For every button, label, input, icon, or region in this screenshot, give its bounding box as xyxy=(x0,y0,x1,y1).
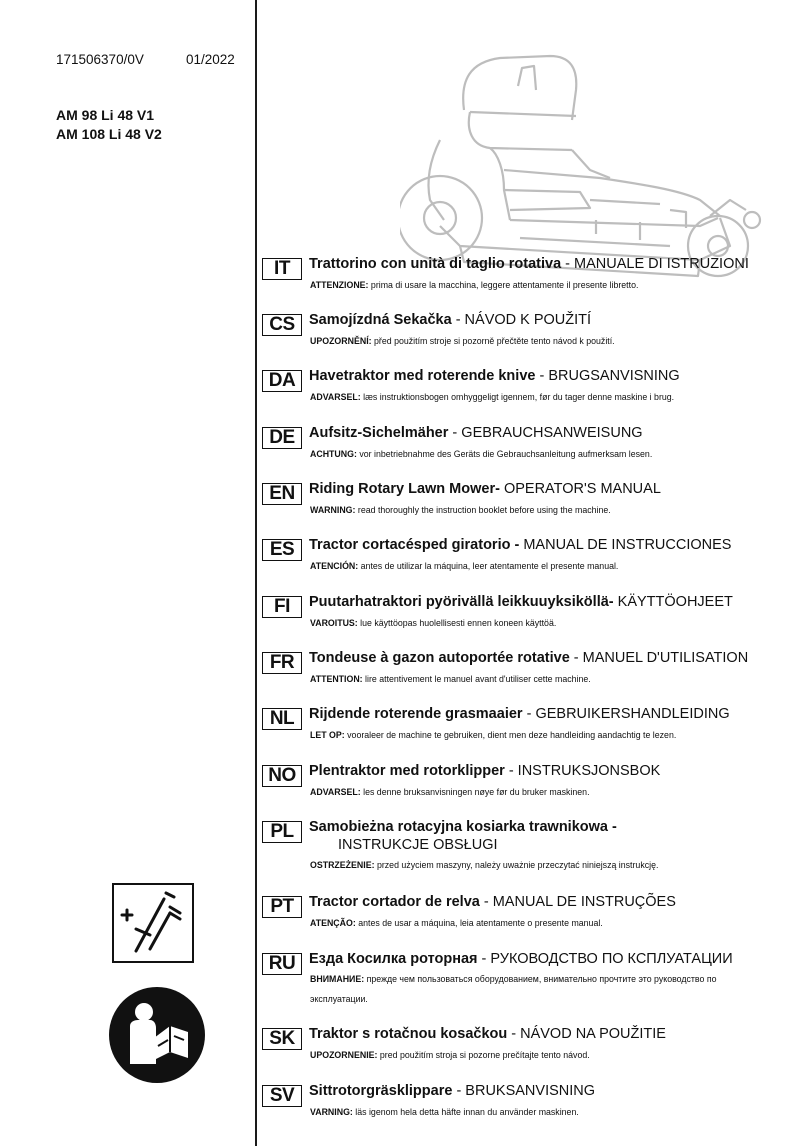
language-title xyxy=(309,594,733,610)
warning-body: przed użyciem maszyny, należy uważnie przeczytać niniejszą instrukcję. xyxy=(374,860,659,870)
title-bold: Tractor cortador de relva xyxy=(309,894,480,910)
language-code: NO xyxy=(262,765,302,787)
title-rest: - MANUEL D'UTILISATION xyxy=(569,650,749,666)
warning-body: vor inbetriebnahme des Geräts die Gebrauchsanleitung aufmerksam lesen. xyxy=(356,449,653,459)
model-name: AM 98 Li 48 V1 xyxy=(56,107,155,123)
title-bold: Samojízdná Sekačka xyxy=(309,312,452,328)
title-rest: - BRUGSANVISNING xyxy=(535,368,680,384)
warning-text xyxy=(310,969,730,1009)
warning-label: ATENCIÓN: xyxy=(310,561,359,571)
title-bold: Riding Rotary Lawn Mower- xyxy=(309,481,500,497)
battery-polarity-icon xyxy=(112,883,194,963)
warning-text xyxy=(310,336,615,346)
language-title xyxy=(309,650,748,666)
warning-label: LET OP: xyxy=(310,730,345,740)
warning-text xyxy=(310,1050,590,1060)
read-manual-icon xyxy=(108,986,206,1084)
title-rest: - BRUKSANVISNING xyxy=(452,1083,596,1099)
warning-body: läs igenom hela detta häfte innan du använder maskinen. xyxy=(352,1107,579,1117)
title-bold: Езда Косилка роторная xyxy=(309,951,478,967)
language-title xyxy=(309,706,730,722)
language-code: FI xyxy=(262,596,302,618)
language-title xyxy=(309,537,731,553)
language-code: SK xyxy=(262,1028,302,1050)
language-title xyxy=(309,425,643,441)
warning-text xyxy=(310,787,590,797)
language-title xyxy=(309,312,591,328)
warning-text xyxy=(310,505,611,515)
language-title xyxy=(309,256,749,272)
title-rest: - РУКОВОДСТВО ПО КСПЛУАТАЦИИ xyxy=(477,951,733,967)
language-title xyxy=(309,819,617,835)
language-title xyxy=(309,763,660,779)
warning-body: les denne bruksanvisningen nøye før du bruker maskinen. xyxy=(360,787,590,797)
warning-text xyxy=(310,918,603,928)
title-bold: Plentraktor med rotorklipper xyxy=(309,763,505,779)
warning-body: antes de utilizar la máquina, leer atentamente el presente manual. xyxy=(358,561,619,571)
language-code: SV xyxy=(262,1085,302,1107)
warning-body: antes de usar a máquina, leia atentamente o presente manual. xyxy=(355,918,603,928)
warning-text xyxy=(310,618,556,628)
language-title xyxy=(309,951,733,967)
language-title xyxy=(309,894,676,910)
vertical-divider xyxy=(255,0,257,1146)
title-bold: Tractor cortacésped giratorio - xyxy=(309,537,520,553)
warning-body: prima di usare la macchina, leggere attentamente il presente libretto. xyxy=(368,280,639,290)
title-rest: - GEBRUIKERSHANDLEIDING xyxy=(522,706,730,722)
language-code: PL xyxy=(262,821,302,843)
warning-label: VARNING: xyxy=(310,1107,353,1117)
language-code: DE xyxy=(262,427,302,449)
title-rest: - GEBRAUCHSANWEISUNG xyxy=(448,425,643,441)
warning-text xyxy=(310,730,676,740)
warning-body: pred použitím stroja si pozorne prečítajte tento návod. xyxy=(377,1050,590,1060)
title-rest: - MANUALE DI ISTRUZIONI xyxy=(561,256,749,272)
language-code: IT xyxy=(262,258,302,280)
warning-label: UPOZORNĚNÍ: xyxy=(310,336,372,346)
warning-label: UPOZORNENIE: xyxy=(310,1050,378,1060)
warning-label: ATTENTION: xyxy=(310,674,363,684)
document-date: 01/2022 xyxy=(186,52,235,67)
language-title xyxy=(309,481,661,497)
warning-label: ВНИМАНИЕ: xyxy=(310,974,365,984)
language-code: EN xyxy=(262,483,302,505)
language-code: CS xyxy=(262,314,302,336)
warning-body: vooraleer de machine te gebruiken, dient men deze handleiding aandachtig te lezen. xyxy=(344,730,677,740)
warning-label: WARNING: xyxy=(310,505,356,515)
warning-text xyxy=(310,449,652,459)
title-bold: Puutarhatraktori pyörivällä leikkuuyksiköllä- xyxy=(309,594,614,610)
title-rest: - MANUAL DE INSTRUÇÕES xyxy=(479,894,676,910)
model-name: AM 108 Li 48 V2 xyxy=(56,126,162,142)
warning-text xyxy=(310,1107,579,1117)
warning-label: ADVARSEL: xyxy=(310,787,361,797)
warning-body: lue käyttöopas huolellisesti ennen koneen käyttöä. xyxy=(357,618,557,628)
title-bold: Tondeuse à gazon autoportée rotative xyxy=(309,650,570,666)
title-bold: Aufsitz-Sichelmäher xyxy=(309,425,449,441)
language-code: NL xyxy=(262,708,302,730)
warning-text xyxy=(310,674,591,684)
title-rest: MANUAL DE INSTRUCCIONES xyxy=(519,537,732,553)
title-rest: OPERATOR'S MANUAL xyxy=(499,481,661,497)
warning-text xyxy=(310,860,658,870)
document-number: 171506370/0V xyxy=(56,52,144,67)
language-title-line2: INSTRUKCJE OBSŁUGI xyxy=(338,837,498,853)
language-code: PT xyxy=(262,896,302,918)
warning-label: ADVARSEL: xyxy=(310,392,361,402)
warning-label: VAROITUS: xyxy=(310,618,358,628)
language-code: ES xyxy=(262,539,302,561)
language-code: RU xyxy=(262,953,302,975)
title-bold: Rijdende roterende grasmaaier xyxy=(309,706,523,722)
title-rest: - NÁVOD K POUŽITÍ xyxy=(451,312,592,328)
warning-body: прежде чем пользоваться оборудованием, внимательно прочтите это руководство по эксплуатации. xyxy=(310,974,717,1004)
warning-text xyxy=(310,280,638,290)
language-code: DA xyxy=(262,370,302,392)
language-title xyxy=(309,1083,595,1099)
warning-body: před použitím stroje si pozorně přečtěte tento návod k použití. xyxy=(371,336,615,346)
model-list xyxy=(56,106,162,144)
warning-body: read thoroughly the instruction booklet before using the machine. xyxy=(355,505,611,515)
warning-body: læs instruktionsbogen omhyggeligt igennem, før du tager denne maskine i brug. xyxy=(360,392,675,402)
warning-label: ACHTUNG: xyxy=(310,449,357,459)
warning-text xyxy=(310,561,618,571)
warning-body: lire attentivement le manuel avant d'utiliser cette machine. xyxy=(362,674,591,684)
title-bold: Trattorino con unità di taglio rotativa xyxy=(309,256,562,272)
warning-label: ATENÇÃO: xyxy=(310,918,356,928)
title-bold: Samobieżna rotacyjna kosiarka trawnikowa - xyxy=(309,819,617,835)
title-rest: - INSTRUKSJONSBOK xyxy=(504,763,661,779)
language-title xyxy=(309,1026,666,1042)
warning-text xyxy=(310,392,674,402)
language-code: FR xyxy=(262,652,302,674)
title-bold: Traktor s rotačnou kosačkou xyxy=(309,1026,508,1042)
title-rest: - NÁVOD NA POUŽITIE xyxy=(507,1026,666,1042)
title-bold: Sittrotorgräsklippare xyxy=(309,1083,453,1099)
language-title xyxy=(309,368,680,384)
title-rest: KÄYTTÖOHJEET xyxy=(613,594,733,610)
title-bold: Havetraktor med roterende knive xyxy=(309,368,536,384)
warning-label: OSTRZEŻENIE: xyxy=(310,860,375,870)
warning-label: ATTENZIONE: xyxy=(310,280,369,290)
